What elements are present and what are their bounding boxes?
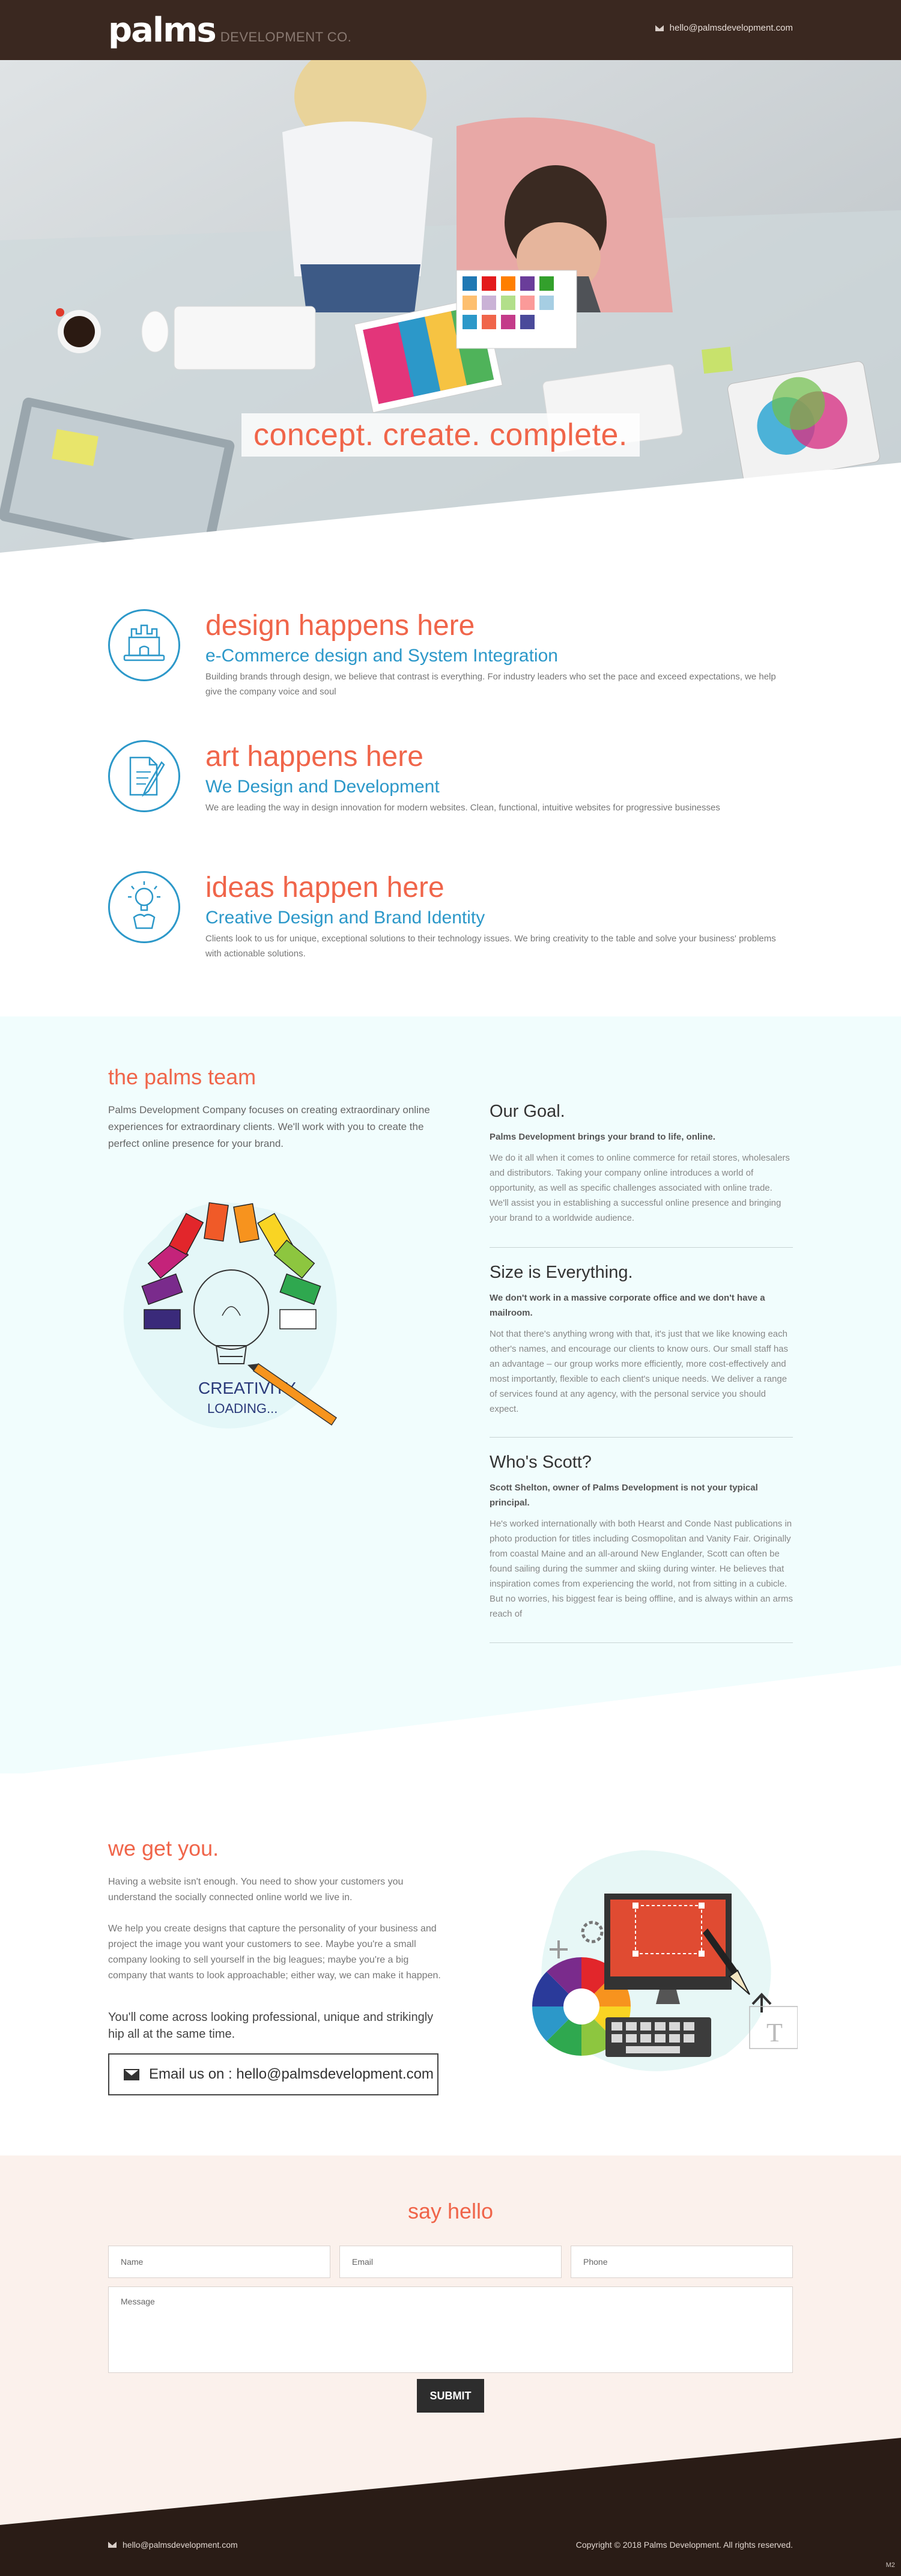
team-intro: Palms Development Company focuses on creating extraordinary online experiences for extraordinary clients. We'll work with you to create the perfect online presence for your brand. — [108, 1104, 430, 1149]
service-description: Building brands through design, we believe that contrast is everything. For industry leaders who set the pace and exceed expectations, we help give the company voice and soul — [205, 672, 776, 697]
goal-title: Size is Everything. — [490, 1263, 633, 1282]
goal-block — [490, 1101, 793, 1226]
service-design — [108, 609, 793, 705]
copyright-text: Copyright © 2018 Palms Development. All rights reserved. — [575, 2540, 793, 2550]
goal-text: He's worked internationally with both Hearst and Conde Nast publications in photo production for titles including Cosmopolitan and Vanity Fair. Originally from coastal Maine and an all-around New Englander, Scott can often be found sailing during the summer and skiing during winter. He believes that inspiration comes from experiencing the world, not from sitting in a cubicle. But no worries, his biggest fear is being offline, and is always within an arms reach of — [490, 1519, 793, 1619]
goal-text: Not that there's anything wrong with that, it's just that we like knowing each other's names, and encourage our clients to know ours. Our small staff has an advantage – our group works more efficiently, more cost-effectively and most importantly, flexible to each client's unique needs. We deliver a range of services found at any agency, with the personal service you should expect. — [490, 1329, 789, 1414]
weget-title: we get you. — [108, 1836, 219, 1861]
hero-photo — [0, 60, 901, 553]
svg-text:T: T — [766, 2018, 783, 2047]
art-caption-creativity: CREATIVITY — [198, 1379, 296, 1397]
envelope-icon — [655, 25, 664, 31]
goal-title: Our Goal. — [490, 1102, 565, 1121]
header-email-text: hello@palmsdevelopment.com — [669, 23, 793, 33]
service-ideas — [108, 871, 793, 967]
web-design-illustration — [509, 1826, 798, 2091]
goal-divider — [490, 1247, 793, 1248]
hero-banner — [0, 60, 901, 553]
scott-block — [490, 1451, 793, 1621]
logo-wordmark: palms — [108, 11, 216, 50]
envelope-icon — [124, 2069, 139, 2080]
service-title: ideas happen here — [205, 872, 444, 904]
footer-email-text: hello@palmsdevelopment.com — [123, 2540, 238, 2550]
art-caption-loading: LOADING... — [207, 1401, 278, 1416]
service-description: We are leading the way in design innovation for modern websites. Clean, functional, intuitive websites for progressive businesses — [205, 803, 720, 813]
goal-title: Who's Scott? — [490, 1453, 592, 1472]
service-title: design happens here — [205, 610, 475, 642]
document-pen-icon — [108, 740, 180, 812]
email-us-button[interactable] — [108, 2053, 438, 2095]
team-section — [0, 1016, 901, 1773]
service-subtitle: Creative Design and Brand Identity — [205, 908, 485, 928]
submit-button[interactable]: SUBMIT — [417, 2379, 484, 2413]
footer-background — [0, 2155, 901, 2576]
logo-subtitle: DEVELOPMENT CO. — [220, 29, 352, 44]
header-email-link[interactable] — [655, 23, 793, 33]
envelope-icon — [108, 2542, 117, 2548]
goal-lead: We don't work in a massive corporate office and we don't have a mailroom. — [490, 1293, 765, 1318]
email-us-label: Email us on : hello@palmsdevelopment.com — [149, 2066, 434, 2082]
logo[interactable] — [108, 10, 351, 52]
weget-paragraph: We help you create designs that capture the personality of your business and project the image you want your customers to see. Maybe you're a small company looking to sell yourself in the big leagues; maybe you're a big company that wants to look approachable; either way, we can make it happen. — [108, 1924, 441, 1981]
service-subtitle: e-Commerce design and System Integration — [205, 646, 558, 666]
size-block — [490, 1262, 793, 1417]
weget-paragraph: Having a website isn't enough. You need to show your customers you understand the socially connected online world we live in. — [108, 1877, 404, 1903]
service-subtitle: We Design and Development — [205, 777, 440, 797]
goal-lead: Scott Shelton, owner of Palms Development is not your typical principal. — [490, 1483, 758, 1508]
footer-email-link[interactable] — [108, 2540, 238, 2550]
lightbulb-hand-icon — [108, 871, 180, 943]
site-header — [0, 0, 901, 60]
team-title: the palms team — [108, 1065, 256, 1089]
contact-title: say hello — [407, 2199, 494, 2223]
corner-label: M2 — [885, 2562, 895, 2569]
goal-divider — [490, 1642, 793, 1643]
service-description: Clients look to us for unique, exceptional solutions to their technology issues. We bring creativity to the table and solve your business' problems with actionable solutions. — [205, 934, 776, 959]
service-art — [108, 740, 793, 836]
goal-lead: Palms Development brings your brand to life, online. — [490, 1132, 715, 1142]
hero-tagline: concept. create. complete. — [241, 413, 640, 457]
goal-text: We do it all when it comes to online commerce for retail stores, wholesalers and distributors. Taking your company online introduces a world of opportunity, as well as specific challenges associated with online trade. We'll assist you in establishing a successful online presence and bringing your brand to a worldwide audience. — [490, 1153, 790, 1223]
creativity-lightbulb-illustration — [108, 1165, 360, 1448]
weget-highlight: You'll come across looking professional, unique and strikingly hip all at the same time. — [108, 2011, 434, 2041]
service-title: art happens here — [205, 741, 423, 773]
goal-divider — [490, 1437, 793, 1438]
castle-laptop-icon — [108, 609, 180, 681]
contact-section — [0, 2155, 901, 2576]
